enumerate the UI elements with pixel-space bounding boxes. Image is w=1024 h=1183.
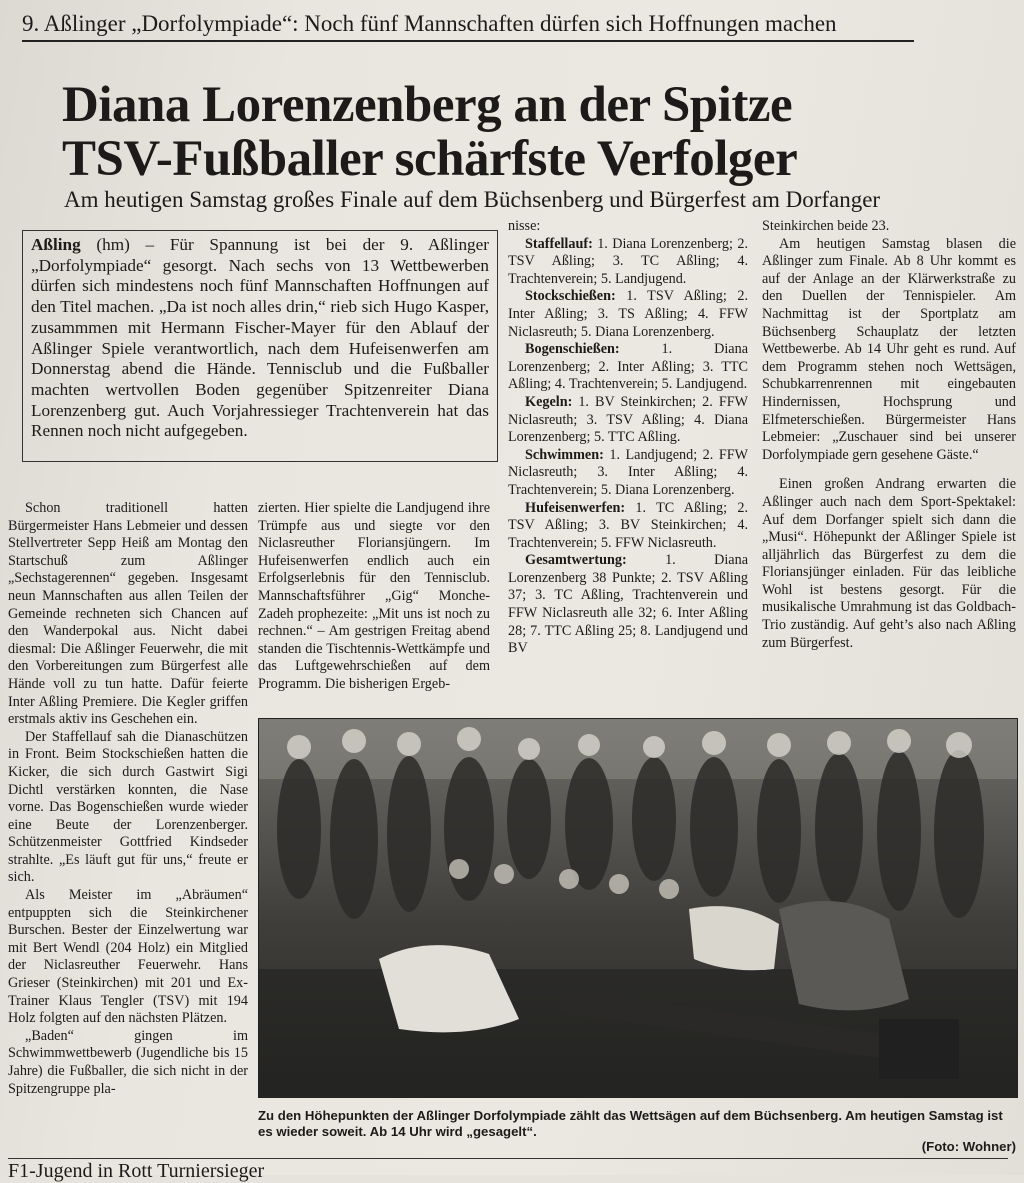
col1-paragraph-4: „Baden“ gingen im Schwimmwettbewerb (Jugendliche bis 15 Jahre) die Fußballer, die sich nicht in der Spitzengruppe pla-: [8, 1027, 248, 1097]
headline-line-2: TSV-Fußballer schärfste Verfolger: [62, 131, 798, 187]
next-article-headline: F1-Jugend in Rott Turniersieger: [8, 1158, 1008, 1183]
photo-illustration: [259, 719, 1017, 1097]
result-kegeln: [508, 394, 748, 447]
caption-text: Zu den Höhepunkten der Aßlinger Dorfolympiade zählt das Wettsägen auf dem Büchsenberg. Am heutigen Samstag ist es wieder soweit. Ab 14 Uhr wird „gesagelt“.: [258, 1108, 1003, 1139]
article-column-1: [8, 500, 248, 1098]
result-event-label: Schwimmen:: [525, 446, 604, 463]
result-text: 1. Diana Lorenzenberg; 2. TSV Aßling; 3. TC Aßling; 4. Trachtenverein; 5. Landjugend.: [508, 235, 748, 287]
result-hufeisenwerfen: [508, 500, 748, 553]
col4-paragraph-3: Einen großen Andrang erwarten die Aßlinger auch nach dem Sport-Spektakel: Auf dem Dorfanger spielt sich dann die „Musi“. Höhepunkt der Aßlinger Spiele ist alljährlich das Bürgerfest zu dem die Floriansjünger einladen. Für das leibliche Wohl ist bestens gesorgt. Für die musikalische Umrahmung ist das Goldbach-Trio zuständig. Auf geht’s also nach Aßling zum Bürgerfest.: [762, 476, 1016, 651]
lead-text: (hm) – Für Spannung ist bei der 9. Aßlinger „Dorfolympiade“ gesorgt. Nach sechs von 13 Wettbewerben dürfen sich mindestens noch fünf Mannschaften Hoffnungen auf den Titel machen. „Da ist noch alles drin,“ rieb sich Hugo Kasper, zusammmen mit Hermann Fischer-Mayer für den Ablauf der Aßlinger Spiele verantwortlich, nach dem Hufeisenwerfen am Donnerstag abend die Hände. Tennisclub und die Fußballer machten wertvollen Boden gegenüber Spitzenreiter Diana Lorenzenberg gut. Auch Vorjahressieger Trachtenverein hat das Rennen noch nicht aufgegeben.: [31, 235, 489, 441]
result-text: 1. BV Steinkirchen; 2. FFW Niclasreuth; 3. TSV Aßling; 4. Diana Lorenzenberg; 5. TTC Aßling.: [508, 393, 748, 446]
col4-paragraph-1: Steinkirchen beide 23.: [762, 218, 890, 234]
result-text: 1. Landjugend; 2. FFW Niclasreuth; 3. Inter Aßling; 4. Trachtenverein; 5. Diana Lorenzenberg.: [508, 446, 748, 498]
result-event-label: Hufeisenwerfen:: [525, 499, 626, 516]
headline-line-1: Diana Lorenzenberg an der Spitze: [62, 77, 793, 133]
result-text: 1. Diana Lorenzenberg; 2. Inter Aßling; 3. TTC Aßling; 4. Trachtenverein; 5. Landjugend.: [508, 341, 748, 393]
photo-caption: [258, 1108, 1016, 1154]
result-event-label: Kegeln:: [525, 393, 573, 410]
news-photo-wettsaegen: [258, 718, 1018, 1098]
article-column-2: [258, 500, 490, 694]
subheadline: Am heutigen Samstag großes Finale auf dem Büchsenberg und Bürgerfest am Dorfanger: [64, 187, 881, 212]
result-event-label: Bogenschießen:: [525, 341, 620, 358]
col2-paragraph: zierten. Hier spielte die Landjugend ihre Trümpfe aus und siegte vor den Niclasreuther Floriansjüngern. Im Hufeisenwerfen endlich auch ein Erfolgserlebnis für den Tennisclub. Mannschaftsführer „Gig“ Monche-Zadeh prophezeite: „Mit uns ist noch zu rechnen.“ – Am gestrigen Freitag abend standen die Tischtennis-Wettkämpfe und das Luftgewehrschießen auf dem Programm. Die bisherigen Ergeb-: [258, 500, 490, 692]
photo-credit: (Foto: Wohner): [921, 1139, 1016, 1154]
result-staffellauf: [508, 236, 748, 289]
lead-paragraph-box: [22, 230, 498, 462]
kicker-line: 9. Aßlinger „Dorfolympiade“: Noch fünf Mannschaften dürfen sich Hoffnungen machen: [22, 10, 914, 42]
result-text: 1. TC Aßling; 2. TSV Aßling; 3. BV Steinkirchen; 4. Trachtenverein; 5. FFW Niclasreuth.: [508, 499, 748, 551]
result-bogenschiessen: [508, 341, 748, 394]
result-gesamtwertung: [508, 552, 748, 658]
col1-paragraph-1: Schon traditionell hatten Bürgermeister Hans Lebmeier und dessen Stellvertreter Sepp Heiß am Montag den Startschuß zum Aßlinger „Sechstagerennen“ gegeben. Insgesamt neun Mannschaften aus allen Teilen der Gemeinde rechneten sich Chancen auf den Wanderpokal aus. Nicht dabei diesmal: Die Aßlinger Feuerwehr, die mit den Vorbereitungen zum Bürgerfest alle Hände voll zu tun hatte. Dafür feierte Inter Aßling Premiere. Die Kegler griffen erstmals aktiv ins Geschehen ein.: [8, 500, 248, 728]
col1-paragraph-3: Als Meister im „Abräumen“ entpuppten sich die Steinkirchener Burschen. Bester der Einzelwertung war mit Bert Wendl (204 Holz) ein Mitglied der Niclasreuther Feuerwehr. Hans Grieser (Steinkirchen) mit 201 und Ex-Trainer Klaus Tengler (TSV) mit 194 Holz folgten auf den nächsten Plätzen.: [8, 887, 248, 1027]
result-text: 1. TSV Aßling; 2. Inter Aßling; 3. TS Aßling; 4. FFW Niclasreuth; 5. Diana Lorenzenberg.: [508, 288, 748, 340]
lead-dateline: Aßling: [31, 235, 81, 254]
col1-paragraph-2: Der Staffellauf sah die Dianaschützen in Front. Beim Stockschießen hatten die Kicker, die sich durch Gastwirt Sigi Dichtl verstärken konnten, die Nase vorne. Das Bogenschießen wurde wieder eine Beute der Lorenzenberger. Schützenmeister Gottfried Kindseder strahlte. „Es läuft gut für uns,“ freute er sich.: [8, 728, 248, 886]
result-event-label: Staffellauf:: [525, 235, 593, 252]
result-schwimmen: [508, 447, 748, 500]
col4-paragraph-2: Am heutigen Samstag blasen die Aßlinger zum Finale. Ab 8 Uhr kommt es auf der Anlage an der Klärwerkstraße zu den Duellen der Tennispieler. Am Nachmittag ist der Sportplatz am Büchsenberg Schauplatz der letzten Wettbewerbe. Ab 14 Uhr geht es rund. Auf dem Programm stehen noch Wettsägen, Schubkarrenrennen mit eingebauten Hindernissen, Hochsprung und Elfmeterschießen. Bürgermeister Hans Lebmeier: „Zuschauer sind bei unserer Dorfolympiade gern gesehene Gäste.“: [762, 235, 1016, 463]
result-event-label: Gesamtwertung:: [525, 552, 627, 569]
results-column: [508, 218, 748, 658]
result-event-label: Stockschießen:: [525, 288, 616, 305]
result-stockschiessen: [508, 288, 748, 341]
result-text: 1. Diana Lorenzenberg 38 Punkte; 2. TSV Aßling 37; 3. TC Aßling, Trachtenverein und FFW Niclasreuth alle 32; 6. Inter Aßling 28; 7. TTC Aßling 25; 8. Landjugend und BV: [508, 552, 748, 657]
article-column-4: [762, 218, 1016, 652]
results-intro: nisse:: [508, 218, 541, 234]
